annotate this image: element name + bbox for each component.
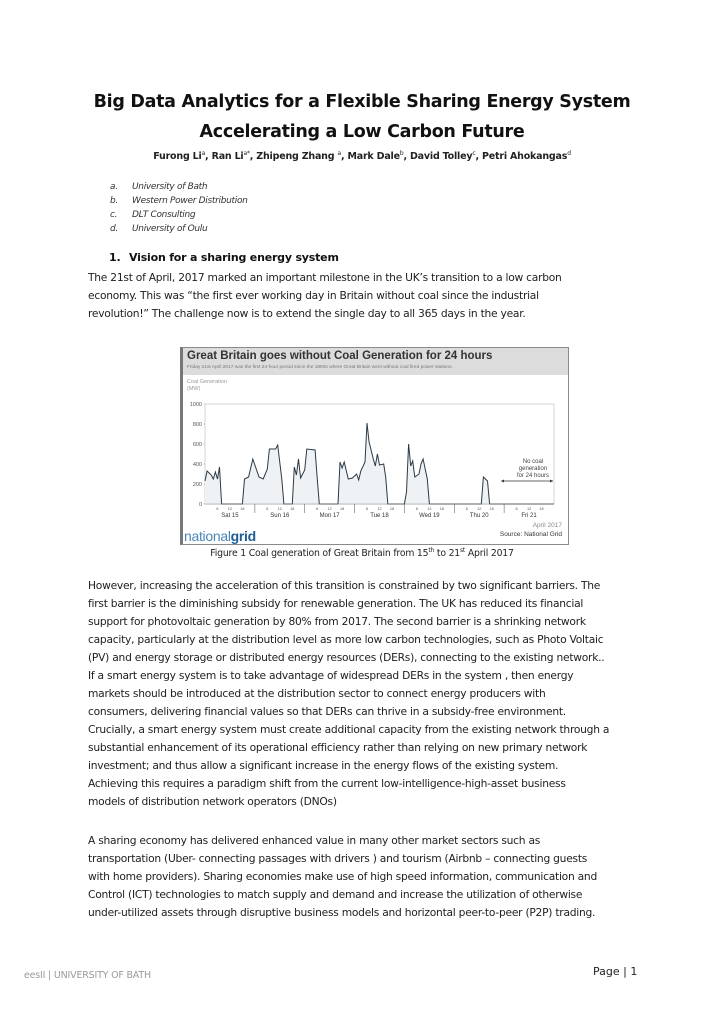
- svg-text:600: 600: [192, 442, 202, 448]
- svg-text:Thu 20: Thu 20: [469, 513, 489, 519]
- svg-text:18: 18: [389, 507, 395, 511]
- author: Ran $Li^{a*}$: [211, 150, 250, 163]
- paragraph-barriers: However, increasing the acceleration of this transition is constrained by two significant barriers. The first barrier is the diminishing subsidy for renewable generation. The UK has reduced its financial support for photovoltaic generation by 80% from 2017. The second barrier is a shrinking network capacity, particularly at the distribution level as more low carbon technologies, such as Photo Voltaic (PV) and energy storage or distributed energy resources (DERs), connecting to the existing network.. If a smart energy system is to take advantage of widespread DERs in the system , then energy markets should be introduced at the distribution sector to connect energy producers with consumers, delivering financial values so that DERs can thrive in a subsidy-free environment. Crucially, a smart energy system must create additional capacity from the existing network through a substantial enhancement of its operational efficiency rather than relying on new primary network investment; and thus allow a significant increase in the energy flows of the existing system. Achieving this requires a paradigm shift from the current low-intelligence-high-asset business models of distribution network operators (DNOs): [88, 579, 610, 808]
- affiliation-item: d. University of Oulu: [110, 224, 208, 234]
- svg-text:18: 18: [489, 507, 494, 511]
- svg-text:1000: 1000: [189, 402, 202, 408]
- chart-y-axis-label: Coal Generation (MW): [187, 379, 228, 392]
- svg-text:18: 18: [339, 507, 345, 511]
- svg-text:Sat 15: Sat 15: [221, 513, 239, 519]
- svg-text:800: 800: [192, 422, 202, 428]
- svg-text:12: 12: [526, 507, 532, 511]
- affiliation-item: c. DLT Consulting: [110, 210, 196, 220]
- svg-text:6: 6: [316, 507, 319, 511]
- svg-text:18: 18: [439, 507, 444, 511]
- author-list: Furong Li$^a$, Ran $Li^{a*}$, Zhipeng Zhang $^a$, Mark Dale$^b$, David Tolley$^c$, Petri Ahokangas$^d$: [153, 150, 571, 163]
- svg-text:Mon 17: Mon 17: [319, 513, 340, 519]
- author: Zhipeng Zhang $^a$: [256, 150, 341, 163]
- svg-text:6: 6: [465, 507, 468, 511]
- paper-title-line-1: Big Data Analytics for a Flexible Sharing Energy System: [93, 92, 631, 112]
- author: David Tolley$^c$: [410, 150, 476, 163]
- svg-text:18: 18: [539, 507, 544, 511]
- author: Mark Dale$^b$: [347, 150, 404, 163]
- svg-text:Fri 21: Fri 21: [521, 513, 537, 519]
- svg-text:12: 12: [477, 507, 482, 511]
- affiliation-item: b. Western Power Distribution: [110, 196, 248, 206]
- svg-text:Wed 19: Wed 19: [419, 513, 440, 519]
- author: Petri Ahokangas$^d$: [482, 150, 571, 163]
- figure-date: April 2017: [532, 522, 562, 529]
- svg-text:12: 12: [377, 507, 382, 511]
- svg-text:6: 6: [216, 507, 219, 511]
- svg-text:18: 18: [240, 507, 245, 511]
- svg-text:6: 6: [515, 507, 518, 511]
- coal-generation-chart: [183, 348, 569, 544]
- chart-annotation: No coal generation for 24 hours: [516, 459, 550, 479]
- svg-text:400: 400: [192, 462, 202, 468]
- svg-text:Sun 16: Sun 16: [270, 513, 290, 519]
- page-number: Page | 1: [593, 965, 638, 978]
- svg-text:0: 0: [198, 502, 202, 508]
- figure-source: Source: National Grid: [499, 531, 562, 538]
- svg-text:6: 6: [365, 507, 369, 511]
- section-heading: 1. Vision for a sharing energy system: [109, 251, 339, 264]
- national-grid-logo: nationalgrid: [184, 528, 256, 544]
- figure-header-subtitle: Friday 21st April 2017 was the first 24-hour period since the 1880s where Great Britain went without coal fired power stations.: [187, 365, 453, 370]
- svg-text:200: 200: [192, 482, 202, 488]
- figure-coal-generation: [180, 347, 569, 545]
- figure-header-title: Great Britain goes without Coal Generation for 24 hours: [187, 350, 493, 362]
- paragraph-sharing-economy: A sharing economy has delivered enhanced value in many other market sectors such as transportation (Uber- connecting passages with drivers ) and tourism (Airbnb – connecting guests with home providers). Sharing economies make use of high speed information, communication and Control (ICT) technologies to match supply and demand and increase the utilization of otherwise under-utilized assets through disruptive business models and horizontal peer-to-peer (P2P) trading.: [88, 834, 597, 919]
- svg-text:18: 18: [290, 507, 295, 511]
- footer-institution: eesII | UNIVERSITY OF BATH: [24, 970, 151, 981]
- svg-text:12: 12: [427, 507, 432, 511]
- svg-text:6: 6: [415, 507, 418, 511]
- paragraph-intro: The 21st of April, 2017 marked an important milestone in the UK’s transition to a low carbon economy. This was “the first ever working day in Britain without coal since the industrial revolution!” The challenge now is to extend the single day to all 365 days in the year.: [88, 271, 562, 320]
- figure-caption: Figure 1 Coal generation of Great Britain from 15th to 21st April 2017: [210, 547, 514, 560]
- svg-text:Tue 18: Tue 18: [370, 513, 389, 519]
- affiliation-item: a. University of Bath: [110, 182, 208, 192]
- paper-title-line-2: Accelerating a Low Carbon Future: [199, 122, 525, 142]
- svg-text:6: 6: [266, 507, 269, 511]
- svg-text:12: 12: [277, 507, 282, 511]
- author: Furong Li$^a$: [153, 150, 206, 163]
- svg-text:12: 12: [227, 507, 233, 511]
- svg-text:12: 12: [327, 507, 332, 511]
